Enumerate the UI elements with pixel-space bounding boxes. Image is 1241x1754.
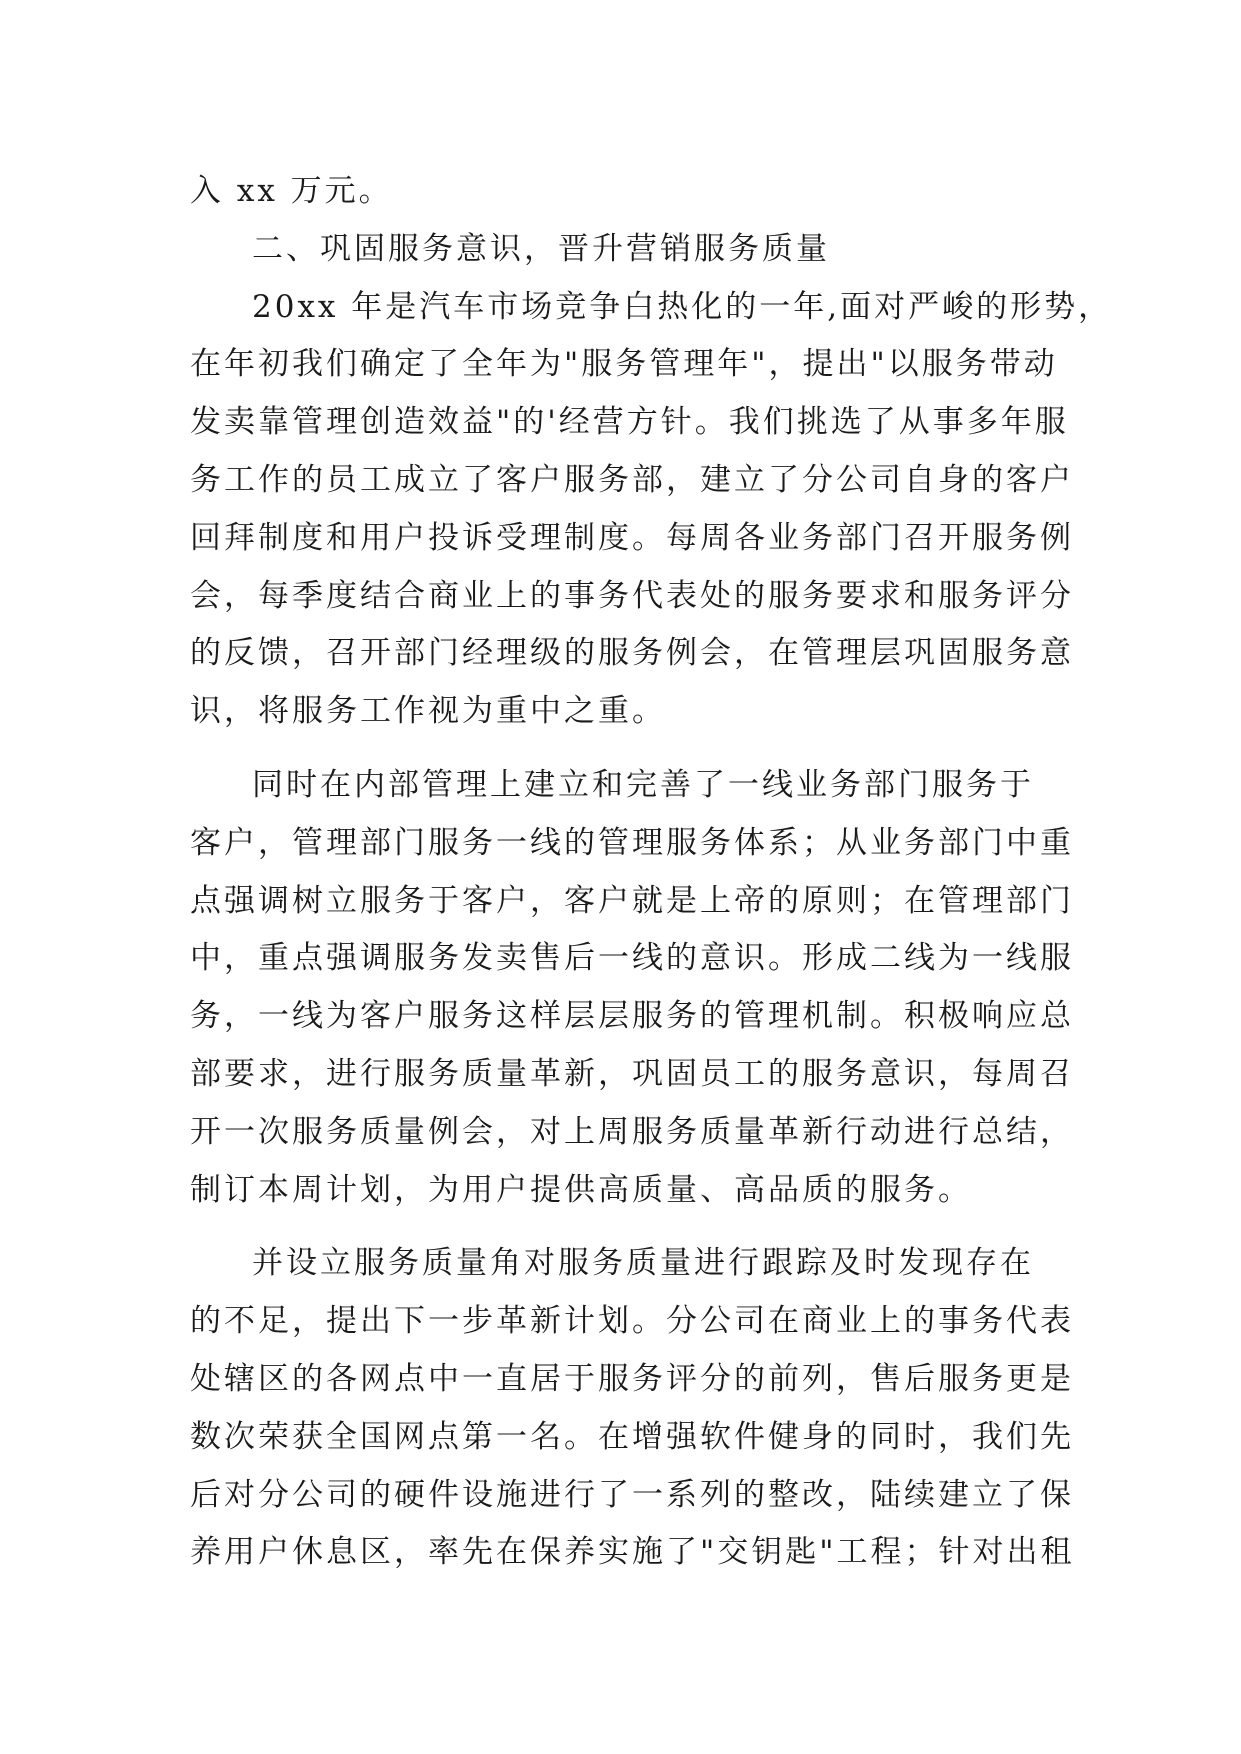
text-line: 识，将服务工作视为重中之重。 — [190, 693, 666, 730]
text-line: 点强调树立服务于客户，客户就是上帝的原则；在管理部门 — [190, 882, 1074, 919]
text-line: 后对分公司的硬件设施进行了一系列的整改，陆续建立了保 — [190, 1476, 1074, 1513]
text-line: 制订本周计划，为用户提供高质量、高品质的服务。 — [190, 1171, 972, 1208]
text-line: 同时在内部管理上建立和完善了一线业务部门服务于 — [252, 766, 1034, 803]
text-line: 在年初我们确定了全年为"服务管理年"，提出"以服务带动 — [190, 346, 1058, 383]
text-line: 务工作的员工成立了客户服务部，建立了分公司自身的客户 — [190, 461, 1074, 498]
text-line: 部要求，进行服务质量革新，巩固员工的服务意识，每周召 — [190, 1055, 1074, 1092]
text-line: 客户，管理部门服务一线的管理服务体系；从业务部门中重 — [190, 824, 1074, 861]
text-line: 的不足，提出下一步革新计划。分公司在商业上的事务代表 — [190, 1303, 1074, 1340]
text-line: 并设立服务质量角对服务质量进行跟踪及时发现存在 — [252, 1245, 1034, 1282]
text-line: 务，一线为客户服务这样层层服务的管理机制。积极响应总 — [190, 998, 1074, 1035]
text-line: 中，重点强调服务发卖售后一线的意识。形成二线为一线服 — [190, 940, 1074, 977]
section-heading: 二、巩固服务意识，晋升营销服务质量 — [252, 230, 830, 267]
document-body — [190, 163, 1113, 1582]
text-line: 会，每季度结合商业上的事务代表处的服务要求和服务评分 — [190, 577, 1074, 614]
text-line: 处辖区的各网点中一直居于服务评分的前列，售后服务更是 — [190, 1360, 1074, 1397]
text-line: 的反馈，召开部门经理级的服务例会，在管理层巩固服务意 — [190, 635, 1074, 672]
text-line: 发卖靠管理创造效益"的'经营方针。我们挑选了从事多年服 — [190, 404, 1069, 441]
text-line: 入 xx 万元。 — [190, 173, 393, 209]
text-line: 回拜制度和用户投诉受理制度。每周各业务部门召开服务例 — [190, 519, 1074, 556]
text-line: 数次荣获全国网点第一名。在增强软件健身的同时，我们先 — [190, 1418, 1074, 1455]
text-line: 开一次服务质量例会，对上周服务质量革新行动进行总结， — [190, 1113, 1074, 1150]
text-line: 20xx 年是汽车市场竞争白热化的一年,面对严峻的形势， — [252, 288, 1113, 325]
text-line: 养用户休息区，率先在保养实施了"交钥匙"工程；针对出租 — [190, 1534, 1075, 1571]
